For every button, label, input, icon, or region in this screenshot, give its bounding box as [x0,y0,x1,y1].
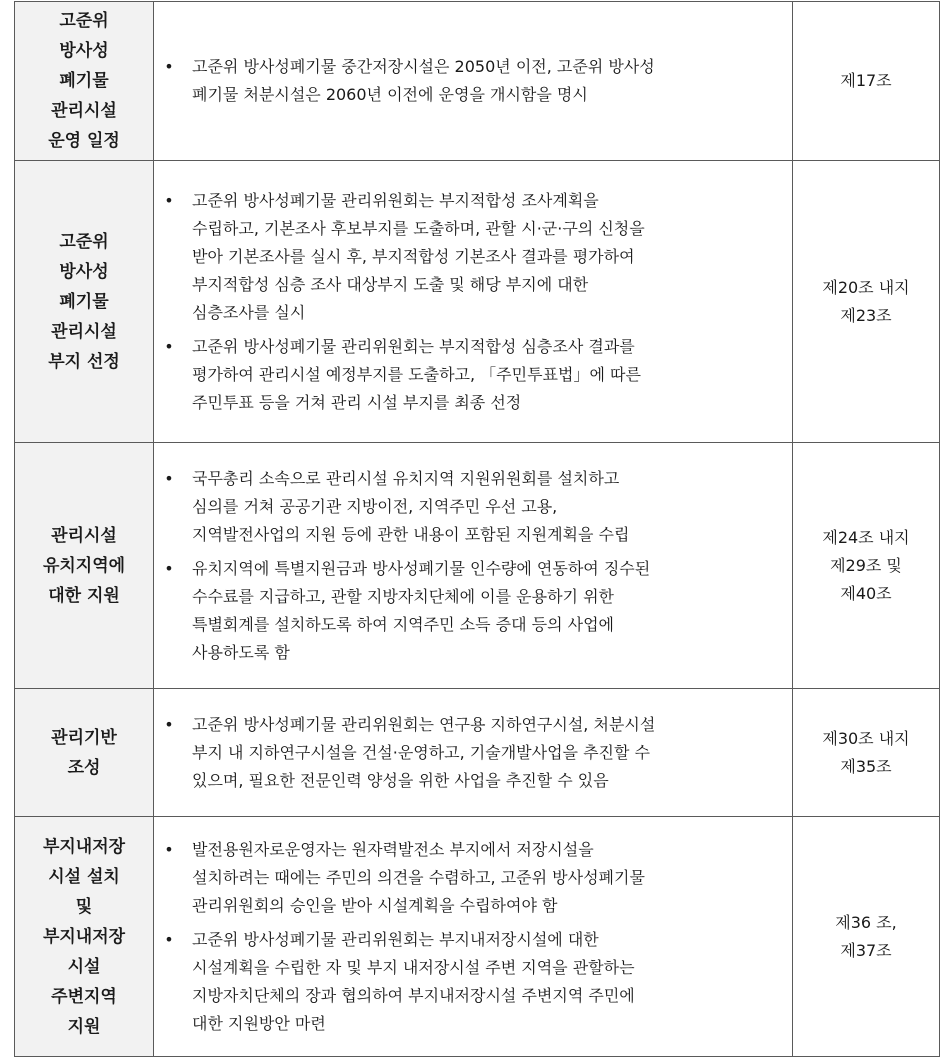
table-row [15,443,940,689]
article-reference-cell [793,2,940,161]
article-reference-cell [793,817,940,1057]
bullet-text-line: 수수료를 지급하고, 관할 지방자치단체에 이를 운용하기 위한 [192,586,615,606]
bullet-text-line: 특별회계를 설치하도록 하여 지역주민 소득 증대 등의 사업에 [192,614,615,634]
row-heading-line: 주변지역 [51,986,117,1007]
row-heading-line: 대한 지원 [48,585,120,606]
row-heading-line: 관리시설 [51,101,117,121]
bullet-item [154,465,792,549]
bullet-text-line: 심층조사를 실시 [192,302,306,322]
bullet-text-line: 고준위 방사성폐기물 관리위원회는 부지적합성 심층조사 결과를 [192,336,635,356]
bullet-text-line: 고준위 방사성폐기물 중간저장시설은 2050년 이전, 고준위 방사성 [192,57,655,76]
bullet-text-line: 지역발전사업의 지원 등에 관한 내용이 포함된 지원계획을 수립 [192,524,630,544]
bullet-dot-icon: • [164,336,174,356]
bullet-dot-icon: • [164,558,174,578]
row-heading-line: 관리시설 [51,525,117,546]
bullet-list [154,187,792,417]
bullet-item [154,555,792,667]
bullet-text-line: 국무총리 소속으로 관리시설 유치지역 지원위원회를 설치하고 [192,468,620,488]
bullet-text-line: 고준위 방사성폐기물 관리위원회는 부지내저장시설에 대한 [192,929,599,949]
row-heading-line: 및 [75,896,93,917]
bullet-text-line: 발전용원자로운영자는 원자력발전소 부지에서 저장시설을 [192,839,594,859]
row-heading-line: 지원 [67,1016,101,1037]
article-reference-cell [793,161,940,443]
bullet-dot-icon: • [164,714,174,734]
article-reference-line: 제30조 내지 [822,728,910,748]
article-reference-line: 제40조 [840,583,892,603]
row-heading-line: 부지내저장 [42,926,126,947]
row-content-cell [154,161,793,443]
row-heading-line: 방사성 [59,41,109,61]
law-summary-table [14,1,940,1057]
row-heading-line: 시설 [67,956,101,977]
row-heading-line: 조성 [67,757,101,778]
bullet-item [154,711,792,795]
row-heading-line: 관리시설 [51,321,117,342]
bullet-text-line: 유치지역에 특별지원금과 방사성폐기물 인수량에 연동하여 징수된 [192,558,651,578]
row-content-cell [154,817,793,1057]
bullet-text-line: 주민투표 등을 거쳐 관리 시설 부지를 최종 선정 [192,392,522,412]
bullet-text-line: 받아 기본조사를 실시 후, 부지적합성 기본조사 결과를 평가하여 [192,246,635,266]
bullet-dot-icon: • [164,929,174,949]
bullet-item [154,926,792,1038]
article-reference-cell [793,689,940,817]
bullet-dot-icon: • [164,468,174,488]
bullet-text-line: 있으며, 필요한 전문인력 양성을 위한 사업을 추진할 수 있음 [192,770,609,790]
row-heading-cell [15,2,154,161]
row-content-cell [154,443,793,689]
bullet-text-line: 설치하려는 때에는 주민의 의견을 수렴하고, 고준위 방사성폐기물 [192,867,645,887]
row-heading-line: 폐기물 [59,71,109,91]
bullet-item [154,333,792,417]
bullet-item [154,187,792,327]
article-reference-line: 제24조 내지 [822,527,910,547]
bullet-dot-icon: • [164,839,174,859]
bullet-list [154,836,792,1038]
row-content-cell [154,2,793,161]
row-heading-line: 유치지역에 [42,555,126,576]
article-reference-line: 제29조 및 [830,555,902,575]
row-heading-line: 운영 일정 [48,131,120,151]
row-heading-line: 부지 선정 [48,351,120,372]
row-heading-cell [15,817,154,1057]
bullet-list [154,711,792,795]
row-heading-line: 관리기반 [51,727,117,748]
article-reference-cell [793,443,940,689]
bullet-text-line: 수립하고, 기본조사 후보부지를 도출하며, 관할 시·군·구의 신청을 [192,218,645,238]
row-heading-cell [15,161,154,443]
bullet-item [154,53,792,109]
article-reference-line: 제37조 [840,940,892,960]
row-heading-line: 고준위 [59,231,109,252]
bullet-text-line: 폐기물 처분시설은 2060년 이전에 운영을 개시함을 명시 [192,85,588,104]
bullet-list [154,465,792,667]
row-heading-line: 방사성 [59,261,109,282]
table-row [15,817,940,1057]
table-row [15,161,940,443]
bullet-dot-icon: • [164,57,174,76]
row-heading-cell [15,689,154,817]
row-heading-cell [15,443,154,689]
bullet-dot-icon: • [164,190,174,210]
row-heading-line: 시설 설치 [48,866,120,887]
bullet-text-line: 시설계획을 수립한 자 및 부지 내저장시설 주변 지역을 관할하는 [192,957,635,977]
bullet-text-line: 심의를 거쳐 공공기관 지방이전, 지역주민 우선 고용, [192,496,558,516]
bullet-text-line: 사용하도록 함 [192,642,290,662]
article-reference-line: 제23조 [840,305,892,325]
article-reference-line: 제17조 [840,71,892,90]
bullet-text-line: 대한 지원방안 마련 [192,1013,326,1033]
bullet-text-line: 지방자치단체의 장과 협의하여 부지내저장시설 주변지역 주민에 [192,985,635,1005]
row-heading-line: 고준위 [59,11,109,31]
bullet-text-line: 관리위원회의 승인을 받아 시설계획을 수립하여야 함 [192,895,558,915]
bullet-text-line: 부지 내 지하연구시설을 건설·운영하고, 기술개발사업을 추진할 수 [192,742,651,762]
bullet-text-line: 부지적합성 심층 조사 대상부지 도출 및 해당 부지에 대한 [192,274,589,294]
article-reference-line: 제36 조, [835,912,897,932]
article-reference-line: 제20조 내지 [822,277,910,297]
row-content-cell [154,689,793,817]
bullet-text-line: 고준위 방사성폐기물 관리위원회는 연구용 지하연구시설, 처분시설 [192,714,656,734]
bullet-list [154,53,792,109]
row-heading-line: 폐기물 [59,291,109,312]
bullet-text-line: 평가하여 관리시설 예정부지를 도출하고, 「주민투표법」에 따른 [192,364,641,384]
row-heading-line: 부지내저장 [42,836,126,857]
bullet-text-line: 고준위 방사성폐기물 관리위원회는 부지적합성 조사계획을 [192,190,599,210]
bullet-item [154,836,792,920]
article-reference-line: 제35조 [840,756,892,776]
table-row [15,689,940,817]
table-row [15,2,940,161]
